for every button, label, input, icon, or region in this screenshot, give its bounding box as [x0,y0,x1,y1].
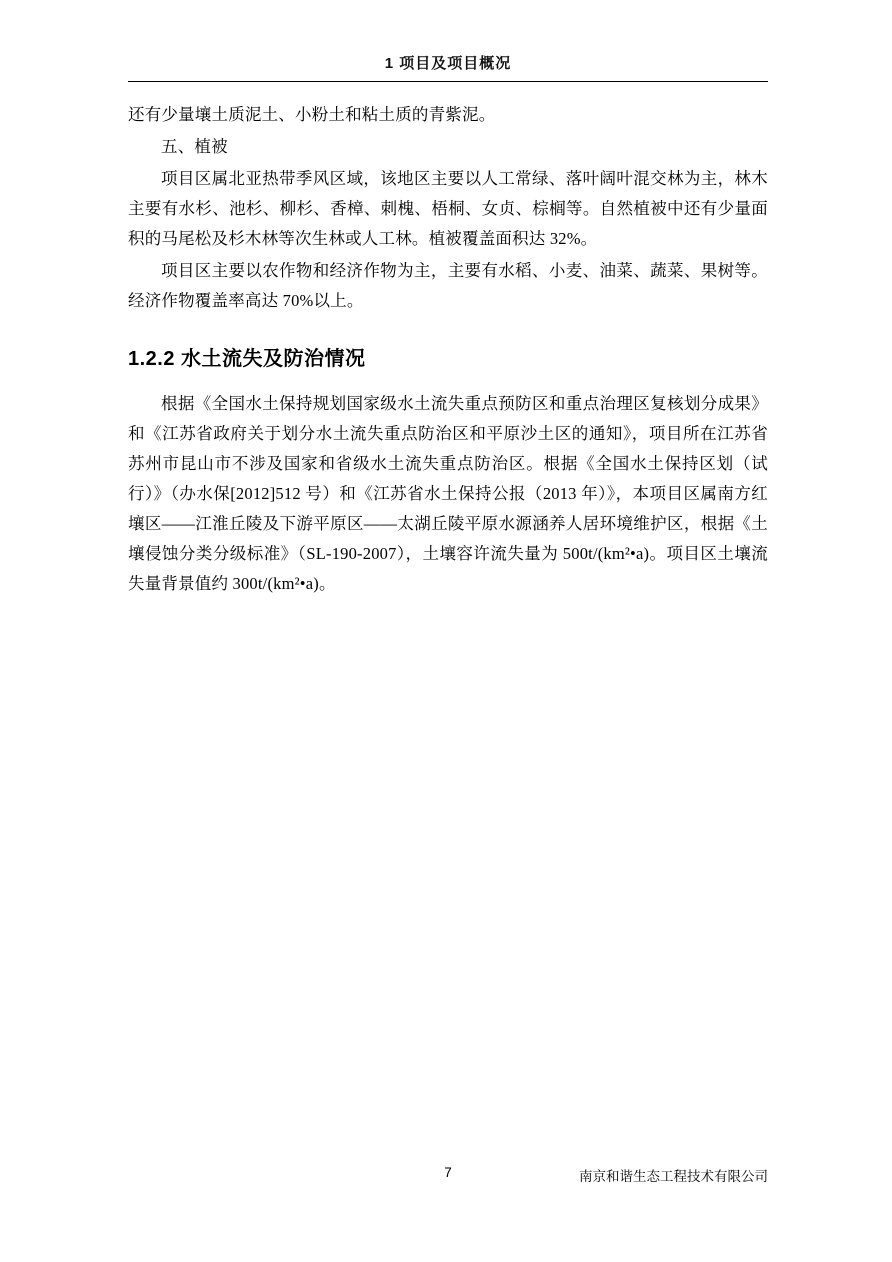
page-footer [128,1165,768,1185]
header-divider [128,81,768,82]
paragraph-2: 五、植被 [161,137,228,156]
page-header-title: 1 项目及项目概况 [384,55,512,72]
footer-page-number: 7 [444,1165,452,1180]
footer-company-name: 南京和谐生态工程技术有限公司 [579,1169,768,1184]
paragraph-5: 根据《全国水土保持规划国家级水土流失重点预防区和重点治理区复核划分成果》和《江苏省政府关于划分水土流失重点防治区和平原沙土区的通知》，项目所在江苏省苏州市昆山市不涉及国家和省级水土流失重点防治区。根据《全国水土保持区划（试行）》（办水保[2012]512 号）和《江苏省水土保持公报（2013 年）》，本项目区属南方红壤区——江淮丘陵及下游平原区——太湖丘陵平原水源涵养人居环境维护区，根据《土壤侵蚀分类分级标准》（SL-190-2007），土壤容许流失量为 500t/(km²•a)。项目区土壤流失量背景值约 300t/(km²•a)。 [128,394,768,593]
section-heading-1-2-2: 1.2.2 水土流失及防治情况 [128,348,366,370]
page-whitespace [128,601,768,1071]
paragraph-3: 项目区属北亚热带季风区域，该地区主要以人工常绿、落叶阔叶混交林为主，林木主要有水杉、池杉、柳杉、香樟、刺槐、梧桐、女贞、棕榈等。自然植被中还有少量面积的马尾松及杉木林等次生林或人工林。植被覆盖面积达 32%。 [128,169,768,248]
paragraph-4: 项目区主要以农作物和经济作物为主，主要有水稻、小麦、油菜、蔬菜、果树等。经济作物覆盖率高达 70%以上。 [128,261,768,310]
page-content [128,52,768,1071]
paragraph-1: 还有少量壤土质泥土、小粉土和粘土质的青紫泥。 [128,105,496,124]
